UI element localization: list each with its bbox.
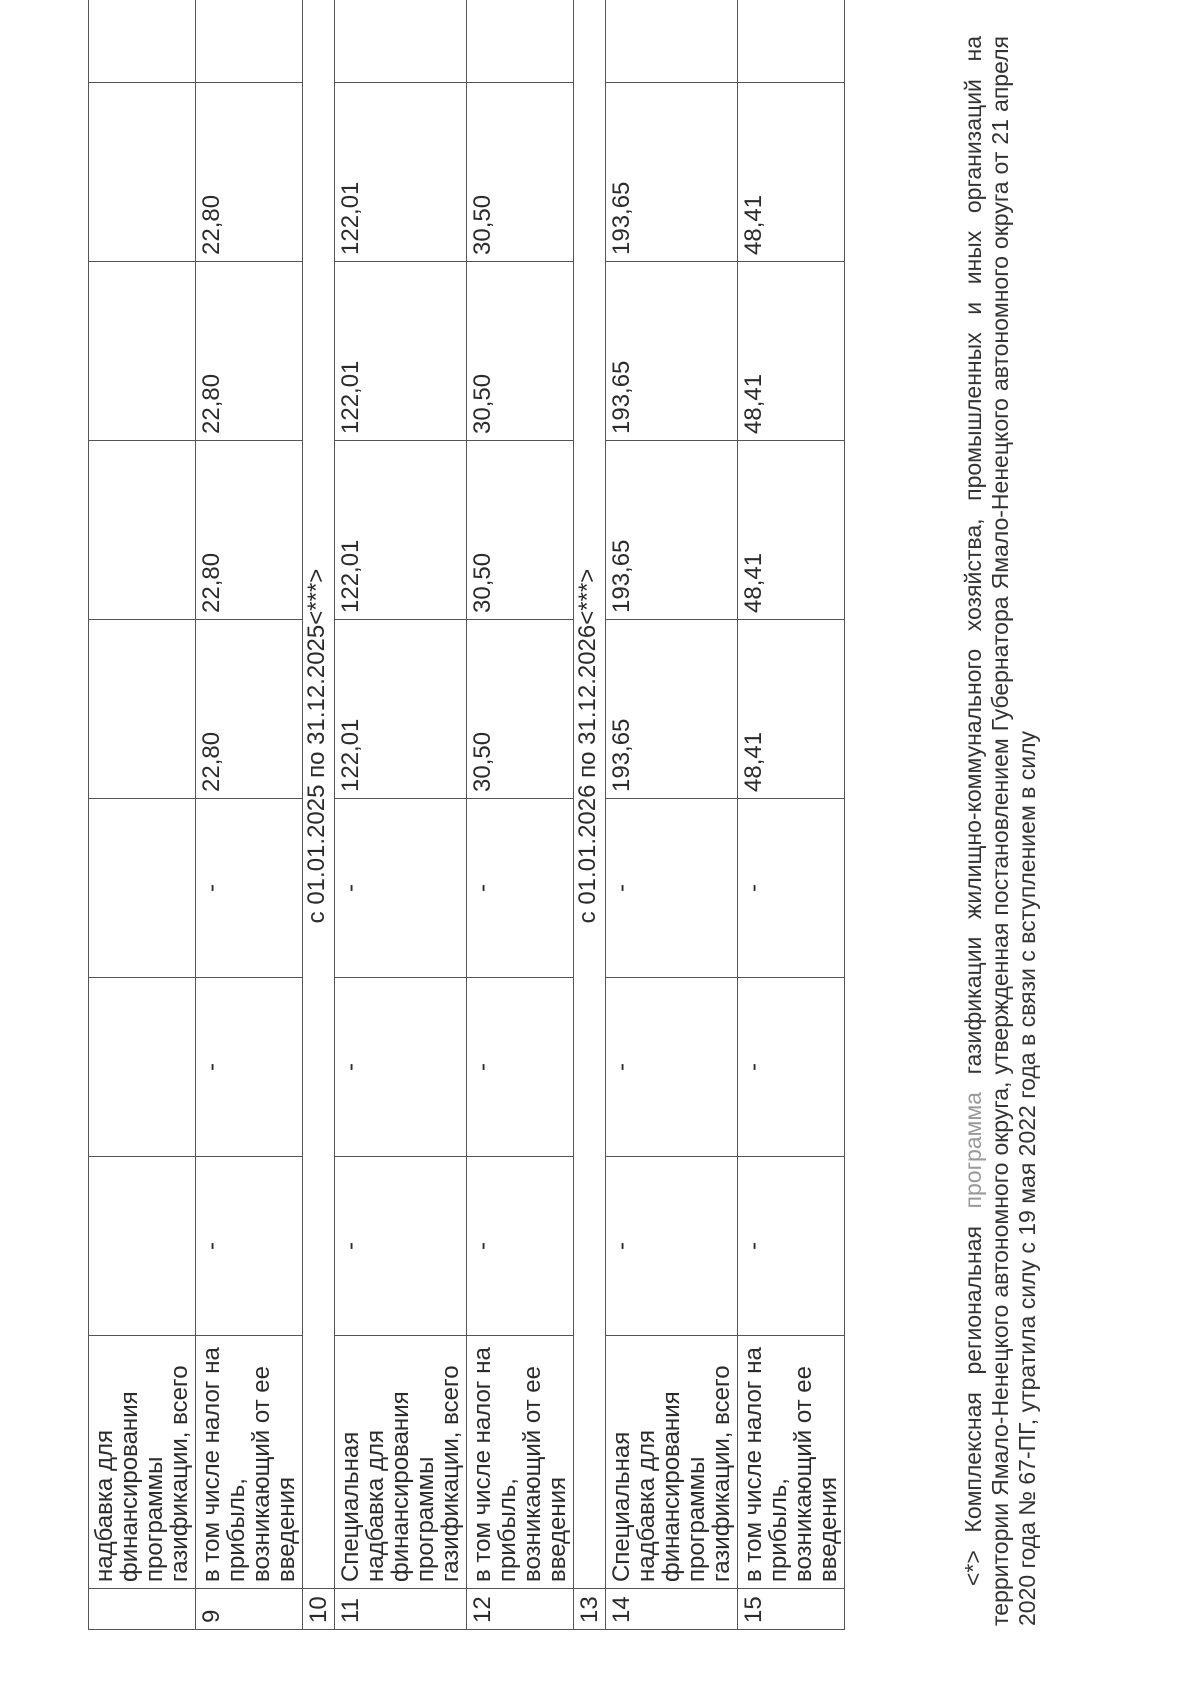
cell-value: - [196, 1157, 303, 1336]
cell-value: 193,65 [606, 441, 738, 620]
table-row [89, 0, 196, 1630]
row-number: 11 [335, 1589, 467, 1630]
cell-value: 122,01 [335, 83, 467, 262]
row-name: Специальная надбавка для финансирования программы газификации, всего [606, 1336, 738, 1589]
cell-value: 193,65 [606, 262, 738, 441]
footnote-text-rest: газификации жилищно-коммунального хозяйства, промышленных и иных организаций на территории Ямало-Ненецкого автономного округа, утвержденная постановлением Губернатора Ямало-Ненецкого автономного округа от 21 апреля 2020 года № 67-ПГ, утратила силу с 19 мая 2022 года в связи с вступлением в силу [960, 36, 1040, 1626]
cell-value: 30,50 [467, 441, 574, 620]
cell-value: 22,80 [196, 262, 303, 441]
cell-value [606, 0, 738, 83]
cell-value: - [196, 799, 303, 978]
cell-value: - [738, 978, 845, 1157]
cell-value: - [738, 799, 845, 978]
cell-value [196, 0, 303, 83]
row-name: в том числе налог на прибыль, возникающий от ее введения [738, 1336, 845, 1589]
cell-value: 122,01 [335, 441, 467, 620]
cell-value: 30,50 [467, 620, 574, 799]
cell-value: 30,50 [467, 262, 574, 441]
cell-value: - [467, 978, 574, 1157]
table-row [467, 0, 574, 1630]
cell-value: 122,01 [335, 262, 467, 441]
cell-value: 48,41 [738, 441, 845, 620]
period-heading: с 01.01.2025 по 31.12.2025<***> [303, 0, 335, 1589]
table-row [335, 0, 467, 1630]
cell-value: 193,65 [606, 620, 738, 799]
row-number: 9 [196, 1589, 303, 1630]
row-name: в том числе налог на прибыль, возникающий от ее введения [196, 1336, 303, 1589]
cell-value: - [606, 1157, 738, 1336]
cell-value: - [467, 799, 574, 978]
table-row [606, 0, 738, 1630]
footnote-faint-word: программа [960, 1092, 986, 1209]
cell-value [738, 0, 845, 83]
cell-value: - [335, 978, 467, 1157]
row-name: в том числе налог на прибыль, возникающий от ее введения [467, 1336, 574, 1589]
row-number: 14 [606, 1589, 738, 1630]
row-number: 13 [574, 1589, 606, 1630]
cell-value: 193,65 [606, 83, 738, 262]
cell-value: - [467, 1157, 574, 1336]
cell-value: 48,41 [738, 620, 845, 799]
row-name: Специальная надбавка для финансирования программы газификации, всего [335, 1336, 467, 1589]
cell-value: - [335, 799, 467, 978]
cell-value: 48,41 [738, 83, 845, 262]
cell-value [467, 0, 574, 83]
footnote [960, 36, 1041, 1626]
cell-value: 48,41 [738, 262, 845, 441]
cell-value: 22,80 [196, 441, 303, 620]
cell-value: - [606, 978, 738, 1157]
cell-value: 22,80 [196, 83, 303, 262]
row-number [89, 1589, 196, 1630]
row-name: надбавка для финансирования программы газификации, всего [89, 1336, 196, 1589]
cell-value: 122,01 [335, 620, 467, 799]
cell-value: - [335, 1157, 467, 1336]
tariff-table [88, 0, 845, 1630]
cell-value: - [196, 978, 303, 1157]
cell-value: 30,50 [467, 83, 574, 262]
period-heading: с 01.01.2026 по 31.12.2026<***> [574, 0, 606, 1589]
cell-value: 22,80 [196, 620, 303, 799]
row-number: 12 [467, 1589, 574, 1630]
cell-value: - [606, 799, 738, 978]
cell-value: - [738, 1157, 845, 1336]
row-number: 10 [303, 1589, 335, 1630]
cell-value [335, 0, 467, 83]
row-number: 15 [738, 1589, 845, 1630]
table-row-period [574, 0, 606, 1630]
table-row [738, 0, 845, 1630]
table-row [196, 0, 303, 1630]
table-row-period [303, 0, 335, 1630]
footnote-text-start: <*> Комплексная региональная [960, 1226, 986, 1586]
